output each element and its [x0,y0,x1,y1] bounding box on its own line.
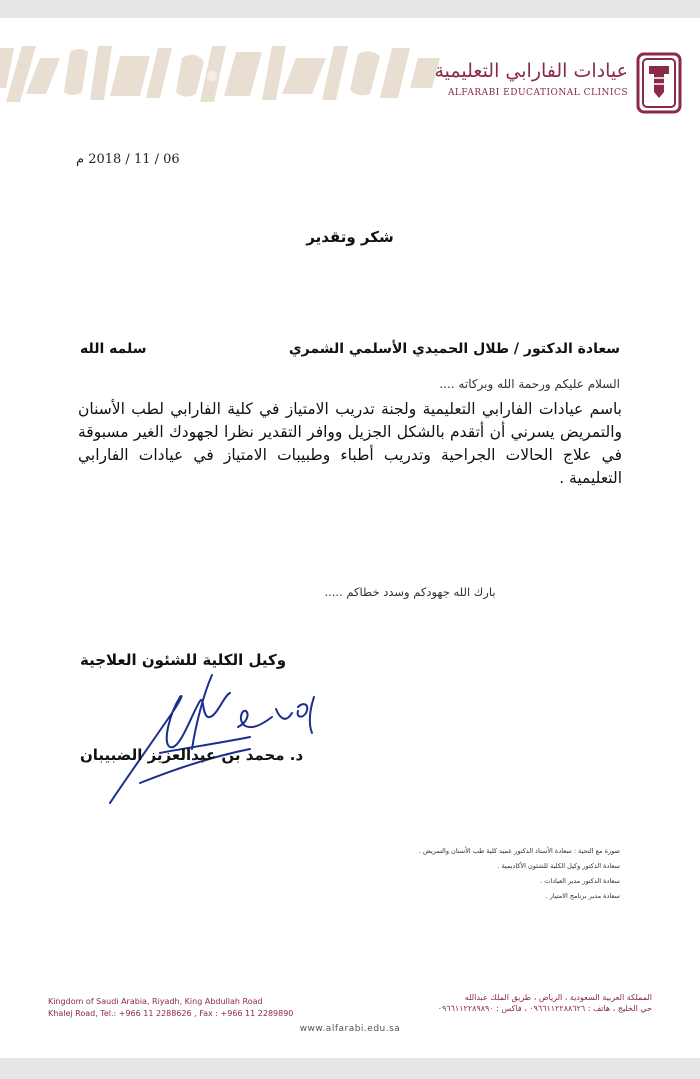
recipient-name: سعادة الدكتور / طلال الحميدي الأسلمي الشمري [288,341,620,357]
footer-ar-line: حي الخليج ، هاتف : ٠٩٦٦١١٢٢٨٨٦٢٦ ، فاكس : ٠٩٦٦١١٢٢٨٩٨٩٠ [437,1004,652,1013]
decorative-stripes-banner [0,38,450,110]
scan-top-margin [0,0,700,18]
cc-list [370,844,620,904]
brand-name-arabic: عيادات الفارابي التعليمية [434,60,628,82]
signatory-title: وكيل الكلية للشئون العلاجية [80,651,287,669]
recipient-blessing: سلمه الله [80,341,147,357]
handwritten-signature [100,653,340,813]
footer-ar-line: المملكة العربية السعودية ، الرياض ، طريق الملك عبدالله [464,993,652,1002]
footer-website: www.alfarabi.edu.sa [299,1024,401,1034]
alfarabi-logo-icon [636,52,682,114]
scan-bottom-margin [0,1058,700,1079]
cc-item: سعادة الدكتور مدير العيادات . [540,877,620,885]
letter-page [0,18,700,1058]
cc-item: صورة مع التحية : سعادة الأستاذ الدكتور عميد كلية طب الأسنان والتمريض . [418,847,620,855]
brand-name-english: ALFARABI EDUCATIONAL CLINICS [447,88,628,98]
closing-line: بارك الله جهودكم وسدد خطاكم ..... [324,585,496,599]
footer-en-line: Kingdom of Saudi Arabia, Riyadh, King Abdullah Road [48,997,263,1006]
letter-date: 06 / 11 / 2018 م [76,152,180,167]
letter-body: باسم عيادات الفارابي التعليمية ولجنة تدريب الامتياز في كلية الفارابي لطب الأسنان والتمريض يسرني أن أتقدم بالشكل الجزيل ووافر التقدير نظرا لجهودك الغير مسبوقة في علاج الحالات الجراحية وتدريب أطباء وطبيبات الامتياز في عيادات الفارابي التعليمية . [78,400,622,487]
footer-en-line: Khalej Road, Tel.: +966 11 2288626 , Fax : +966 11 2289890 [48,1009,294,1018]
footer-address-english [48,996,293,1020]
greeting: السلام عليكم ورحمة الله وبركاته .... [439,377,620,391]
footer-address-arabic [438,992,652,1014]
cc-item: سعادة الدكتور وكيل الكلية للشئون الأكاديمية . [497,862,620,870]
letter-title: شكر وتقدير [306,228,394,246]
signatory-name: د. محمد بن عبدالعزيز الضبيبان [80,746,304,764]
cc-item: سعادة مدير برنامج الامتياز . [545,892,620,900]
